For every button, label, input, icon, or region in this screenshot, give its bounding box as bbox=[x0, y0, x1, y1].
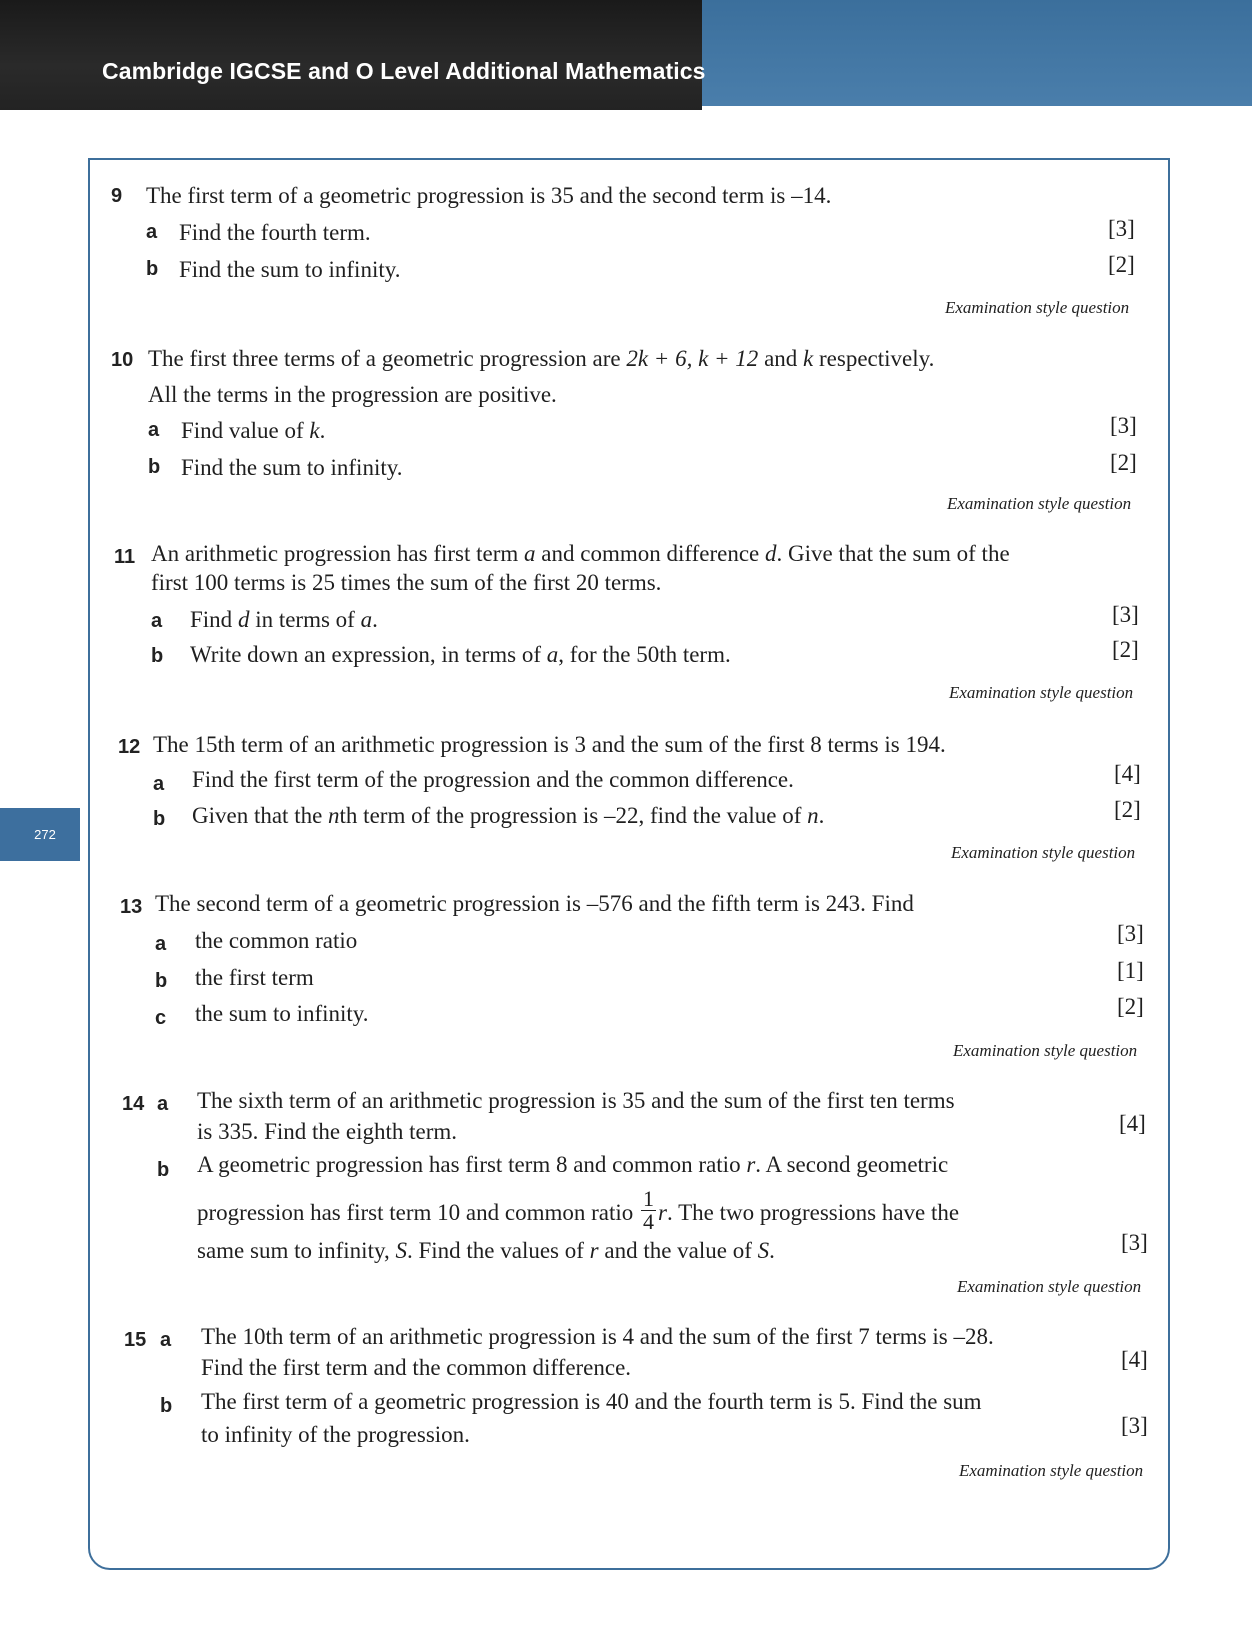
part-text: Find the sum to infinity. bbox=[181, 455, 403, 480]
question-stem: The second term of a geometric progression is –576 and the fifth term is 243. Find bbox=[155, 891, 914, 916]
question-number: 15 bbox=[124, 1329, 147, 1351]
question-number: 9 bbox=[111, 185, 123, 207]
part-label: b bbox=[151, 645, 164, 667]
question-number: 10 bbox=[111, 349, 134, 371]
part-label: b bbox=[148, 456, 161, 478]
marks: [3] bbox=[1110, 413, 1137, 438]
part-text-line-2: is 335. Find the eighth term. bbox=[197, 1119, 458, 1144]
source-label: Examination style question bbox=[947, 494, 1132, 513]
part-label: b bbox=[153, 808, 166, 830]
marks: [2] bbox=[1108, 252, 1135, 277]
part-text: The first term of a geometric progression is 40 and the fourth term is 5. Find the sum bbox=[201, 1389, 982, 1414]
part-label: a bbox=[160, 1329, 172, 1351]
part-label: b bbox=[146, 258, 159, 280]
part-text-line-2: to infinity of the progression. bbox=[201, 1422, 470, 1447]
header-band bbox=[0, 0, 702, 110]
part-text: Find value of k. bbox=[181, 418, 326, 443]
part-label: b bbox=[155, 970, 168, 992]
part-label: a bbox=[151, 610, 163, 632]
part-text: Find the fourth term. bbox=[179, 220, 371, 245]
marks: [3] bbox=[1121, 1413, 1148, 1438]
page-number: 272 bbox=[34, 827, 56, 842]
fraction-one-quarter: $\frac{1}{4}$ bbox=[643, 1186, 655, 1234]
part-text: the sum to infinity. bbox=[195, 1001, 369, 1026]
part-text-line-3: same sum to infinity, S. Find the values of r and the value of S. bbox=[197, 1238, 775, 1263]
source-label: Examination style question bbox=[951, 843, 1136, 862]
part-text: Find the first term of the progression and the common difference. bbox=[192, 767, 794, 792]
marks: [3] bbox=[1112, 602, 1139, 627]
marks: [2] bbox=[1114, 797, 1141, 822]
part-text: The 10th term of an arithmetic progression is 4 and the sum of the first 7 terms is –28. bbox=[201, 1324, 994, 1349]
part-label: a bbox=[155, 933, 167, 955]
question-stem: An arithmetic progression has first term a and common difference d. Give that the sum of the bbox=[151, 541, 1010, 566]
part-text: the common ratio bbox=[195, 928, 358, 953]
question-stem: The first term of a geometric progression is 35 and the second term is –14. bbox=[146, 183, 832, 208]
part-text: Find d in terms of a. bbox=[190, 607, 378, 632]
marks: [2] bbox=[1117, 994, 1144, 1019]
question-number: 12 bbox=[118, 736, 141, 758]
question-stem-line-2: All the terms in the progression are positive. bbox=[148, 382, 557, 407]
part-text: A geometric progression has first term 8 and common ratio r. A second geometric bbox=[197, 1152, 949, 1177]
marks: [3] bbox=[1108, 216, 1135, 241]
part-label: a bbox=[146, 221, 158, 243]
part-label: a bbox=[157, 1093, 169, 1115]
book-title: Cambridge IGCSE and O Level Additional Mathematics bbox=[102, 58, 706, 84]
part-label: b bbox=[157, 1159, 170, 1181]
marks: [2] bbox=[1110, 450, 1137, 475]
part-text: Write down an expression, in terms of a, for the 50th term. bbox=[190, 642, 731, 667]
part-text-line-2: progression has first term 10 and common ratio $\frac{1}{4}$ r. The two progressions have the bbox=[197, 1186, 960, 1234]
question-stem: The 15th term of an arithmetic progression is 3 and the sum of the first 8 terms is 194. bbox=[153, 732, 946, 757]
marks: [3] bbox=[1121, 1230, 1148, 1255]
question-stem: The first three terms of a geometric progression are 2k + 6, k + 12 and k respectively. bbox=[148, 346, 935, 371]
marks: [3] bbox=[1117, 921, 1144, 946]
source-label: Examination style question bbox=[959, 1461, 1144, 1480]
marks: [1] bbox=[1117, 958, 1144, 983]
marks: [4] bbox=[1114, 761, 1141, 786]
part-text: Given that the nth term of the progression is –22, find the value of n. bbox=[192, 803, 825, 828]
part-label: a bbox=[148, 419, 160, 441]
part-label: a bbox=[153, 773, 165, 795]
page-number-tab bbox=[0, 808, 80, 861]
part-text-line-2: Find the first term and the common difference. bbox=[201, 1355, 632, 1380]
question-number: 14 bbox=[122, 1093, 145, 1115]
source-label: Examination style question bbox=[957, 1277, 1142, 1296]
part-label: b bbox=[160, 1395, 173, 1417]
source-label: Examination style question bbox=[945, 298, 1130, 317]
part-text: Find the sum to infinity. bbox=[179, 257, 401, 282]
source-label: Examination style question bbox=[949, 683, 1134, 702]
question-stem-line-2: first 100 terms is 25 times the sum of the first 20 terms. bbox=[151, 570, 662, 595]
part-label: c bbox=[155, 1007, 167, 1029]
part-text: the first term bbox=[195, 965, 314, 990]
marks: [2] bbox=[1112, 637, 1139, 662]
marks: [4] bbox=[1121, 1347, 1148, 1372]
part-text: The sixth term of an arithmetic progression is 35 and the sum of the first ten terms bbox=[197, 1088, 955, 1113]
source-label: Examination style question bbox=[953, 1041, 1138, 1060]
header-accent-block bbox=[702, 0, 1252, 106]
marks: [4] bbox=[1119, 1111, 1146, 1136]
question-number: 13 bbox=[120, 896, 143, 918]
question-number: 11 bbox=[114, 546, 136, 568]
